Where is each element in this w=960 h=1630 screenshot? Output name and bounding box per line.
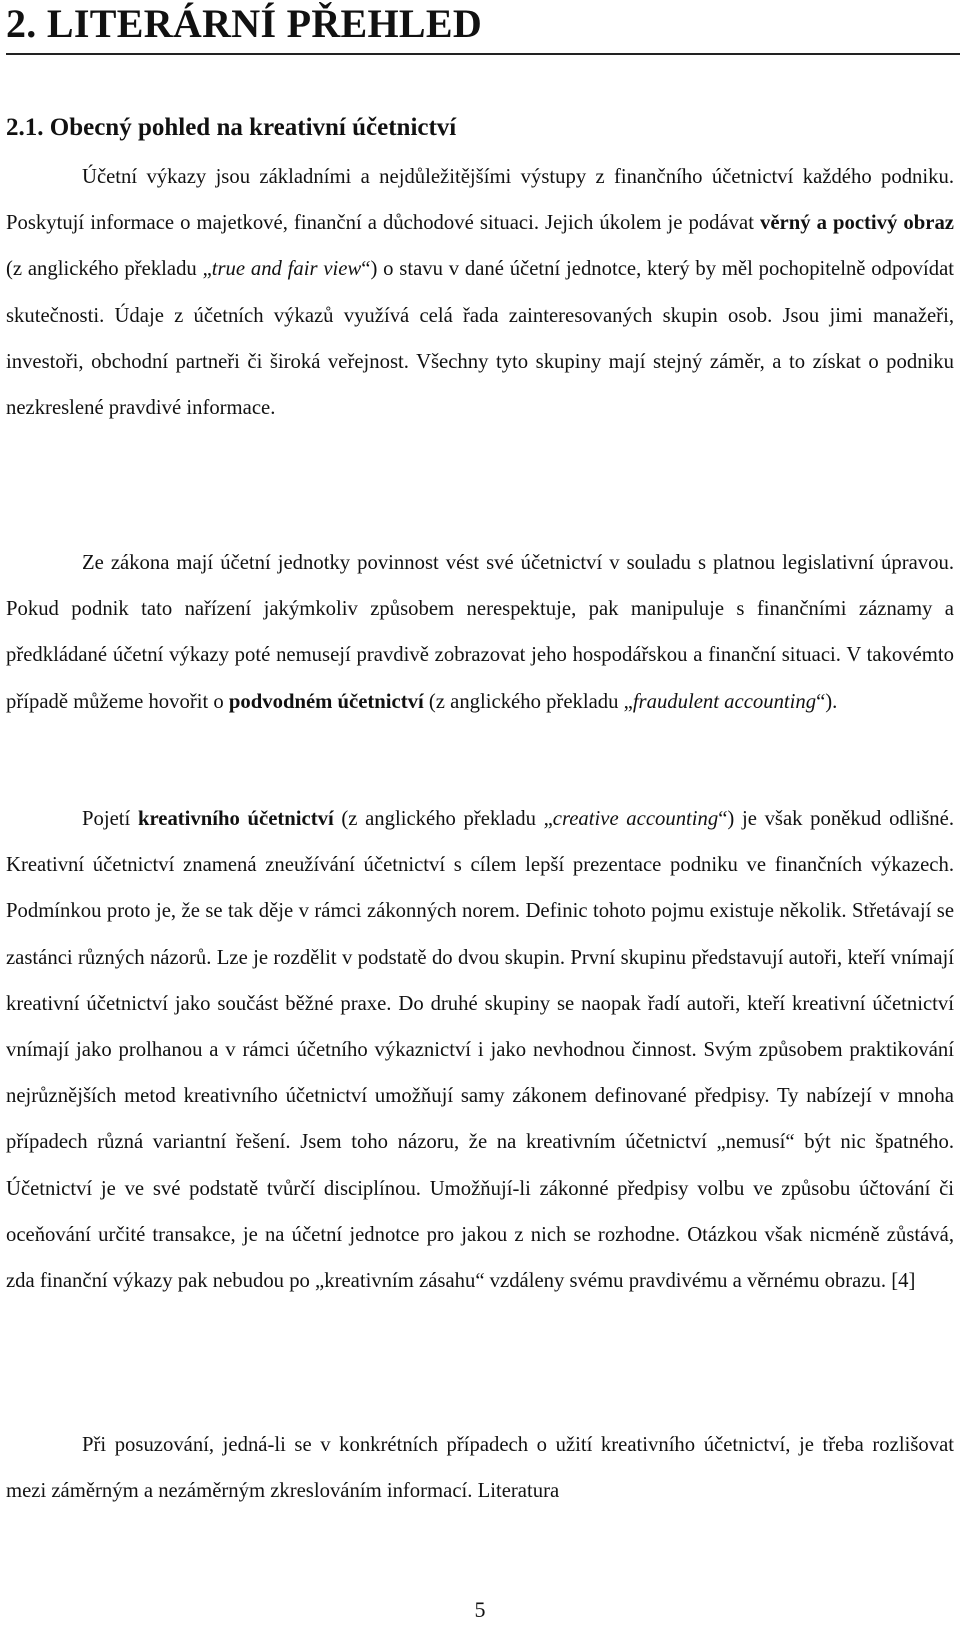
paragraph-2-text-1: Ze zákona mají účetní jednotky povinnost vést své účetnictví v souladu s platnou legislativní úpravou. Pokud podnik tato nařízení jakýmkoliv způsobem nerespektuje, pak manipuluje s finančními záznamy a předkládané účetní výkazy poté nemusejí pravdivě zobrazovat jeho hospodářskou a finanční situaci. V takovémto případě můžeme hovořit o <box>6 552 954 713</box>
paragraph-1 <box>6 154 954 431</box>
heading-underline <box>6 53 960 55</box>
paragraph-2-italic-term: fraudulent accounting <box>632 690 817 713</box>
paragraph-3-italic-term: creative accounting <box>552 808 719 830</box>
paragraph-1-italic-term: true and fair view <box>211 258 362 281</box>
paragraph-1-text-3: “) o stavu v dané účetní jednotce, který by měl pochopitelně odpovídat skutečnosti. Údaje z účetních výkazů využívá celá řada zainteresovaných skupin osob. Jsou jimi manažeři, investoři, obchodní partneři či široká veřejnost. Všechny tyto skupiny mají stejný záměr, a to získat o podniku nezkreslené pravdivé informace. <box>6 258 955 420</box>
paragraph-4 <box>6 1422 954 1514</box>
paragraph-1-bold-term: věrný a poctivý obraz <box>760 212 954 235</box>
page-number: 5 <box>474 1597 486 1622</box>
paragraph-3-text-1: Pojetí <box>82 808 138 830</box>
paragraph-4-text-1: Při posuzování, jedná-li se v konkrétních případech o užití kreativního účetnictví, je třeba rozlišovat mezi záměrným a nezáměrným zkreslováním informací. Literatura <box>6 1434 954 1503</box>
paragraph-2-text-3: “). <box>816 690 838 713</box>
paragraph-3-text-2: (z anglického překladu „ <box>333 808 553 830</box>
paragraph-3 <box>6 796 954 1304</box>
paragraph-1-text-2: (z anglického překladu „ <box>6 258 212 281</box>
paragraph-2 <box>6 540 954 725</box>
paragraph-1-text-1: Účetní výkazy jsou základními a nejdůležitějšími výstupy z finančního účetnictví každého podniku. Poskytují informace o majetkové, finanční a důchodové situaci. Jejich úkolem je podávat <box>6 166 954 235</box>
paragraph-2-text-2: (z anglického překladu „ <box>423 690 633 713</box>
paragraph-2-bold-term: podvodném účetnictví <box>228 690 424 713</box>
chapter-title: 2. LITERÁRNÍ PŘEHLED <box>6 1 483 46</box>
paragraph-3-bold-term: kreativního účetnictví <box>137 808 334 830</box>
paragraph-3-text-3: “) je však poněkud odlišné. Kreativní účetnictví znamená zneužívání účetnictví s cílem lepší prezentace podniku ve finančních výkazech. Podmínkou proto je, že se tak děje v rámci zákonných norem. Definic tohoto pojmu existuje několik. Střetávají se zastánci různých názorů. Lze je rozdělit v podstatě do dvou skupin. První skupinu představují autoři, kteří vnímají kreativní účetnictví jako součást běžné praxe. Do druhé skupiny se naopak řadí autoři, kteří kreativní účetnictví vnímají jako prolhanou a v rámci účetního výkaznictví i jako nevhodnou činnost. Svým způsobem praktikování nejrůznějších metod kreativního účetnictví umožňují samy zákonem definované předpisy. Ty nabízejí v mnoha případech různá variantní řešení. Jsem toho názoru, že na kreativním účetnictví „nemusí“ být nic špatného. Účetnictví je ve své podstatě tvůrčí disciplínou. Umožňují-li zákonné předpisy volbu ve způsobu účtování či oceňování určité transakce, je na účetní jednotce pro jakou z nich se rozhodne. Otázkou však nicméně zůstává, zda finanční výkazy pak nebudou po „kreativním zásahu“ vzdáleny svému pravdivému a věrnému obrazu. [4] <box>6 808 954 1293</box>
section-title: 2.1. Obecný pohled na kreativní účetnictví <box>6 114 457 141</box>
